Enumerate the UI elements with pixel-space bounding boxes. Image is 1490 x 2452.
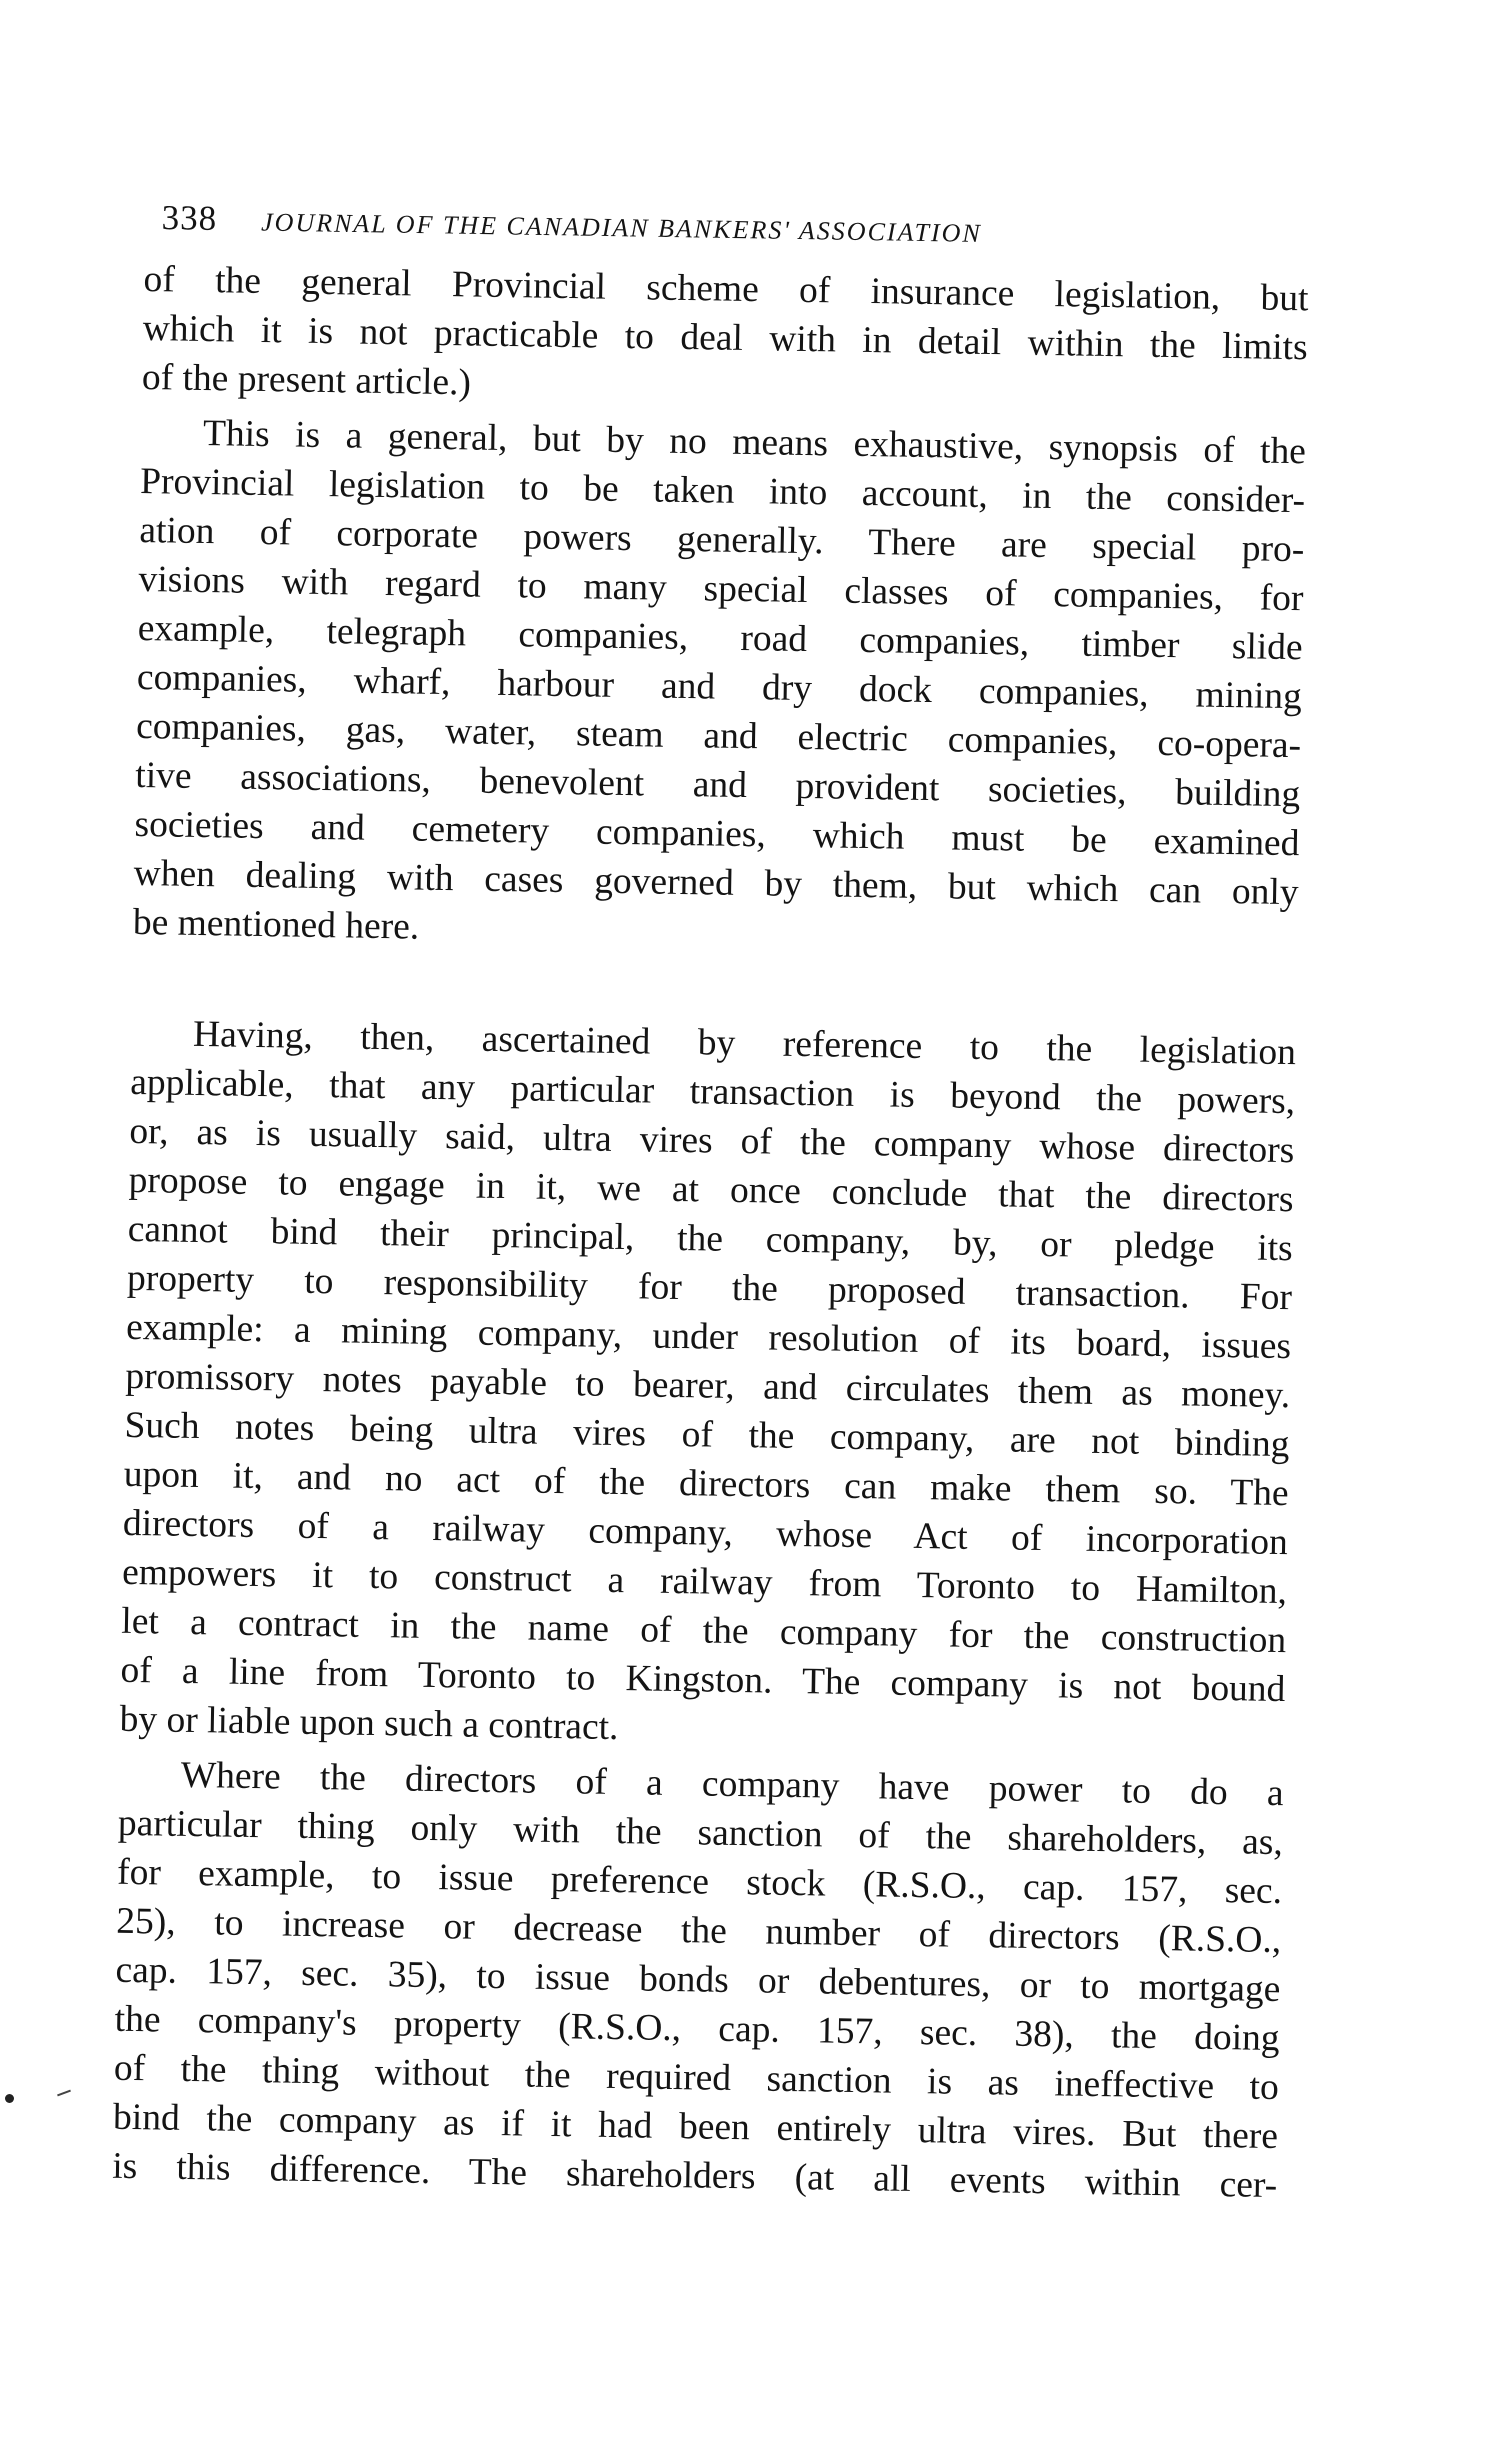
text-line: directors of a railway company, whose Act of incorporation <box>122 1502 1289 1564</box>
text-line: which it is not practicable to deal with in detail within the limits <box>142 307 1308 369</box>
text-line: the company's property (R.S.O., cap. 157, sec. 38), the doing <box>114 1998 1280 2060</box>
text-line: societies and cemetery companies, which must be examined <box>134 803 1300 865</box>
text-line: ation of corporate powers generally. There are special pro- <box>139 509 1305 571</box>
margin-dash-mark <box>57 2090 71 2097</box>
text-line: upon it, and no act of the directors can make them so. The <box>123 1453 1289 1515</box>
text-line: particular thing only with the sanction of the shareholders, as, <box>117 1802 1284 1864</box>
text-line: be mentioned here. <box>132 901 420 948</box>
text-line: of the thing without the required sanction is as ineffective to <box>113 2047 1280 2109</box>
text-line: visions with regard to many special classes of companies, for <box>138 558 1304 620</box>
text-line: empowers it to construct a railway from Toronto to Hamilton, <box>121 1551 1288 1613</box>
text-line: Having, then, ascertained by reference to the legislation <box>192 1013 1297 1074</box>
text-line: let a contract in the name of the company for the construction <box>121 1600 1287 1662</box>
text-line: Where the directors of a company have power to do a <box>180 1754 1284 1815</box>
text-line: 25), to increase or decrease the number of directors (R.S.O., <box>116 1900 1282 1962</box>
text-line: example: a mining company, under resolution of its board, issues <box>125 1306 1292 1368</box>
text-line: promissory notes payable to bearer, and circulates them as money. <box>125 1355 1291 1417</box>
text-line: for example, to issue preference stock (R.S.O., cap. 157, sec. <box>116 1851 1283 1913</box>
text-line: companies, gas, water, steam and electric companies, co-opera- <box>135 705 1302 767</box>
text-line: Provincial legislation to be taken into account, in the consider- <box>139 460 1306 522</box>
text-line: is this difference. The shareholders (at all events within cer- <box>111 2145 1278 2207</box>
text-line: propose to engage in it, we at once conclude that the directors <box>128 1159 1294 1221</box>
text-line: or, as is usually said, ultra vires of the company whose directors <box>129 1110 1295 1172</box>
text-line: cap. 157, sec. 35), to issue bonds or debentures, or to mortgage <box>115 1949 1281 2011</box>
text-line: bind the company as if it had been entirely ultra vires. But there <box>112 2096 1279 2158</box>
running-head <box>161 198 1202 264</box>
text-line: example, telegraph companies, road companies, timber slide <box>137 607 1303 669</box>
page-number: 338 <box>161 198 218 238</box>
text-line: by or liable upon such a contract. <box>119 1698 619 1749</box>
text-line: of the general Provincial scheme of insurance legislation, but <box>143 258 1309 320</box>
text-line: companies, wharf, harbour and dry dock companies, mining <box>136 656 1303 718</box>
paragraph-2 <box>133 408 1307 966</box>
text-line: applicable, that any particular transaction is beyond the powers, <box>129 1061 1296 1123</box>
text-line: of the present article.) <box>141 356 472 404</box>
text-line: property to responsibility for the proposed transaction. For <box>126 1257 1293 1319</box>
journal-title: JOURNAL OF THE CANADIAN BANKERS' ASSOCIATION <box>260 207 982 248</box>
text-line: when dealing with cases governed by them, but which can only <box>133 852 1299 914</box>
paragraph-3 <box>119 1009 1296 1763</box>
body-text <box>112 255 1309 2210</box>
text-line: cannot bind their principal, the company, by, or pledge its <box>127 1208 1294 1270</box>
text-line: of a line from Toronto to Kingston. The company is not bound <box>120 1649 1286 1711</box>
paragraph-4 <box>112 1750 1284 2210</box>
margin-dot-mark <box>5 2094 14 2103</box>
paragraph-1 <box>142 255 1309 421</box>
text-line: Such notes being ultra vires of the company, are not binding <box>124 1404 1290 1466</box>
text-line: This is a general, but by no means exhaustive, synopsis of the <box>202 413 1307 473</box>
text-line: tive associations, benevolent and provident societies, building <box>135 754 1301 816</box>
